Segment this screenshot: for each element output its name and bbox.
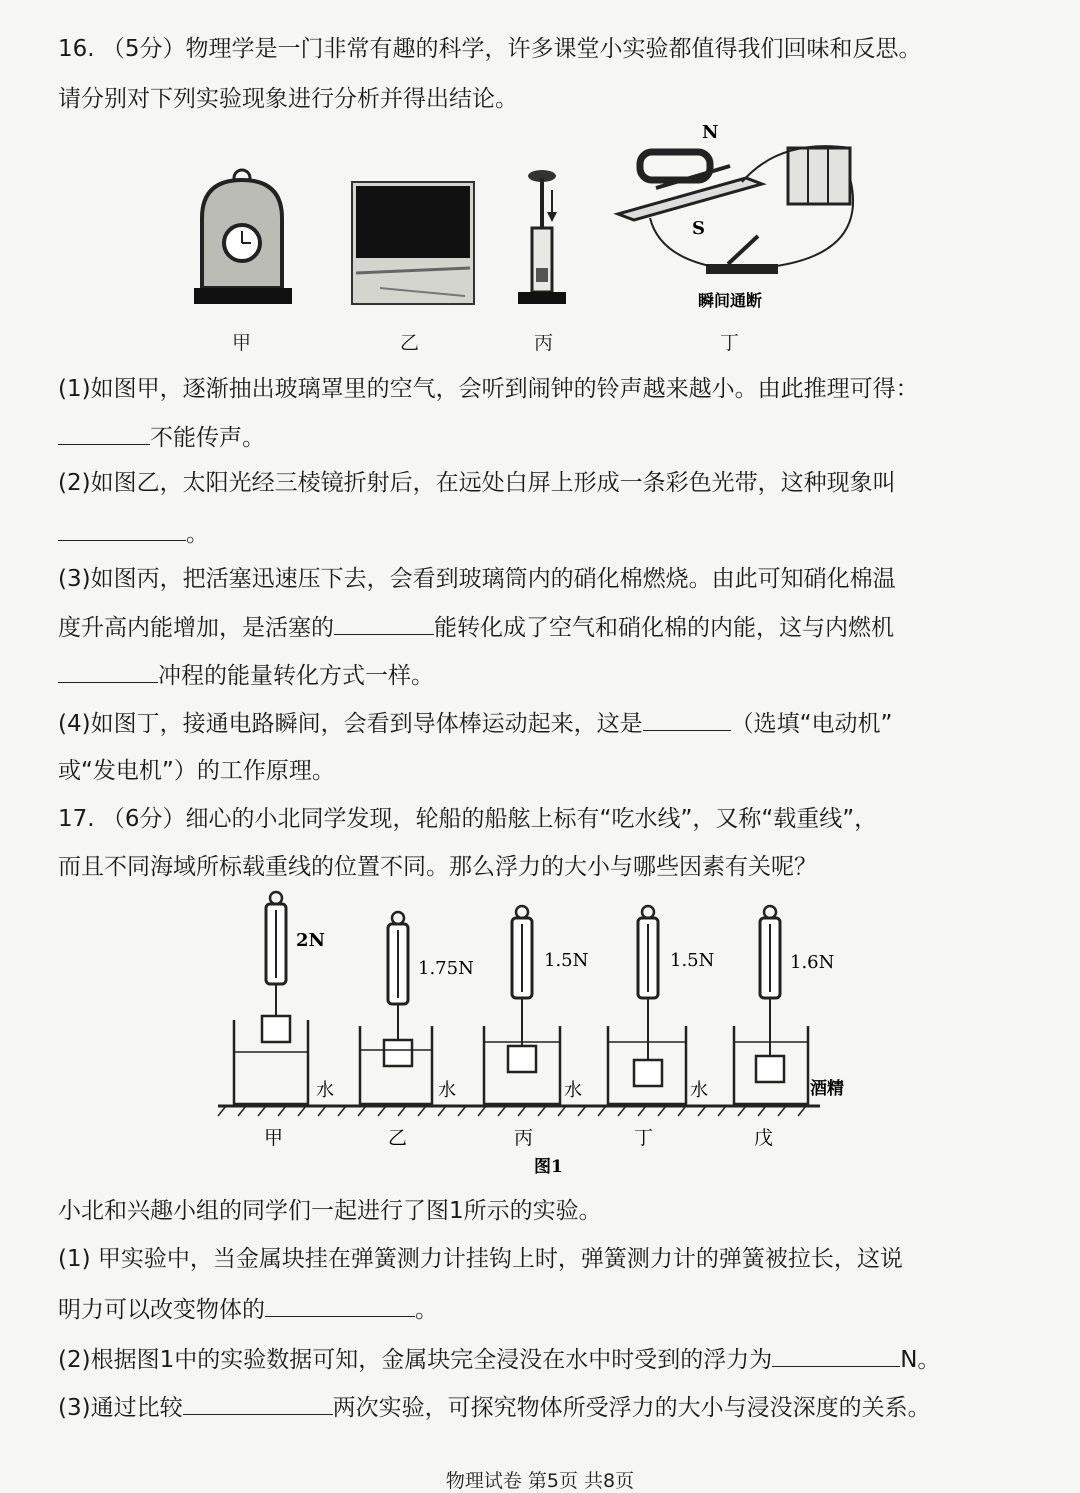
q16-part2-line1: (2)如图乙，太阳光经三棱镜折射后，在远处白屏上形成一条彩色光带，这种现象叫 (58, 470, 896, 496)
experiment-jia (234, 892, 334, 1104)
q17-part2-line: (2)根据图1中的实验数据可知，金属块完全浸没在水中时受到的浮力为 N。 (58, 1344, 1040, 1375)
q16-part4-line2: 或“发电机”）的工作原理。 (58, 758, 335, 784)
q17-intro-line2: 而且不同海域所标载重线的位置不同。那么浮力的大小与哪些因素有关呢？ (58, 854, 817, 880)
figure-1-title: 图1 (534, 1157, 563, 1177)
liquid-yi: 水 (438, 1080, 456, 1101)
switch-label: 瞬间通断 (698, 291, 763, 310)
q16-part2-line2: 。 (58, 518, 1040, 549)
q16-caption-jia: 甲 (232, 332, 252, 354)
reading-yi: 1.75N (418, 958, 474, 979)
experiment-ding (608, 906, 714, 1104)
q16-caption-yi: 乙 (400, 332, 420, 354)
q17-part2-blank[interactable] (772, 1344, 900, 1367)
q17-part1-line1: (1) 甲实验中，当金属块挂在弹簧测力计挂钩上时，弹簧测力计的弹簧被拉长，这说 (58, 1246, 903, 1272)
q16-part1-blank[interactable] (58, 422, 150, 445)
reading-bing: 1.5N (544, 950, 589, 971)
q16-caption-bing: 丙 (534, 332, 554, 354)
liquid-bing: 水 (564, 1080, 582, 1101)
piston-cylinder-figure (518, 170, 566, 304)
q16-part2-blank[interactable] (58, 518, 186, 541)
magnet-south-label: S (692, 218, 705, 239)
reading-wu: 1.6N (790, 952, 835, 973)
q17-part3-line: (3)通过比较 两次实验，可探究物体所受浮力的大小与浸没深度的关系。 (58, 1392, 1040, 1423)
motor-circuit-figure (618, 122, 853, 310)
q17-text-intro: 小北和兴趣小组的同学们一起进行了图1所示的实验。 (58, 1198, 602, 1224)
q16-part3-blank1[interactable] (334, 612, 434, 635)
q16-part3-line3: 冲程的能量转化方式一样。 (58, 660, 1040, 691)
liquid-jia: 水 (316, 1080, 334, 1101)
q16-part1-line1: (1)如图甲，逐渐抽出玻璃罩里的空气，会听到闹钟的铃声越来越小。由此推理可得： (58, 376, 919, 402)
q16-caption-ding: 丁 (720, 332, 740, 354)
reading-ding: 1.5N (670, 950, 715, 971)
q16-part1-line2: 不能传声。 (58, 422, 1040, 453)
q16-intro-line1: 16. （5分）物理学是一门非常有趣的科学，许多课堂小实验都值得我们回味和反思。 (58, 36, 922, 62)
q16-part4-blank[interactable] (643, 708, 731, 731)
q16-part3-line2: 度升高内能增加，是活塞的 能转化成了空气和硝化棉的内能，这与内燃机 (58, 612, 1040, 643)
page-footer: 物理试卷 第5页 共8页 (445, 1470, 635, 1492)
experiment-wu (734, 906, 844, 1104)
q17-intro-line1: 17. （6分）细心的小北同学发现，轮船的船舷上标有“吃水线”，又称“载重线”， (58, 806, 878, 832)
bell-jar-figure (194, 170, 292, 304)
caption-yi: 乙 (388, 1127, 408, 1149)
magnet-north-label: N (702, 122, 719, 143)
experiment-yi (360, 912, 474, 1104)
experiment-bing (484, 906, 588, 1104)
liquid-ding: 水 (690, 1080, 708, 1101)
caption-ding: 丁 (634, 1127, 654, 1149)
q16-intro-line2: 请分别对下列实验现象进行分析并得出结论。 (58, 86, 518, 112)
q16-part3-blank2[interactable] (58, 660, 158, 683)
q16-part3-line1: (3)如图丙，把活塞迅速压下去，会看到玻璃筒内的硝化棉燃烧。由此可知硝化棉温 (58, 566, 896, 592)
q17-figure (210, 880, 860, 1180)
q16-figure (180, 118, 880, 358)
caption-wu: 戊 (754, 1127, 774, 1149)
prism-screen-figure (352, 182, 474, 304)
q17-part3-blank[interactable] (183, 1392, 333, 1415)
caption-jia: 甲 (264, 1127, 284, 1149)
liquid-wu: 酒精 (810, 1079, 844, 1099)
caption-bing: 丙 (514, 1127, 534, 1149)
q16-part4-line1: (4)如图丁，接通电路瞬间，会看到导体棒运动起来，这是 （选填“电动机” (58, 708, 1040, 739)
q17-part1-blank[interactable] (265, 1294, 415, 1317)
reading-jia: 2N (296, 930, 325, 951)
q17-part1-line2: 明力可以改变物体的 。 (58, 1294, 1040, 1325)
